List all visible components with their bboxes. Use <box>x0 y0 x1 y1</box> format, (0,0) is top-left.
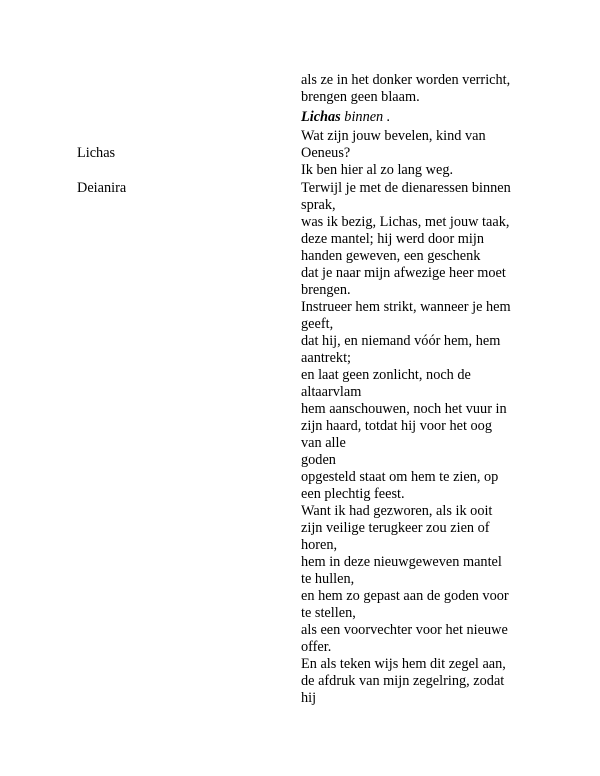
verse-line: zijn veilige terugkeer zou zien of <box>301 520 490 536</box>
verse-line: geeft, <box>301 316 334 332</box>
verse-line: handen geweven, een geschenk <box>301 248 481 264</box>
verse-line: als een voorvechter voor het nieuwe <box>301 622 508 638</box>
verse-line: zijn haard, totdat hij voor het oog <box>301 418 492 434</box>
stage-direction-name: Lichas <box>301 109 341 125</box>
verse-line: te stellen, <box>301 605 356 621</box>
verse-line: brengen. <box>301 282 351 298</box>
speaker-name: Deianira <box>77 180 127 196</box>
verse-line: dat je naar mijn afwezige heer moet <box>301 265 506 281</box>
verse-line: Wat zijn jouw bevelen, kind van <box>301 128 486 144</box>
verse-line: Instrueer hem strikt, wanneer je hem <box>301 299 511 315</box>
verse-line: te hullen, <box>301 571 355 587</box>
stage-direction-action: binnen . <box>344 109 391 125</box>
verse-line: offer. <box>301 639 332 655</box>
verse-line: een plechtig feest. <box>301 486 405 502</box>
verse-line: En als teken wijs hem dit zegel aan, <box>301 656 506 672</box>
verse-line: als ze in het donker worden verricht, <box>301 72 511 88</box>
verse-line: de afdruk van mijn zegelring, zodat <box>301 673 505 689</box>
verse-line: brengen geen blaam. <box>301 89 420 105</box>
stage-direction-text <box>301 109 536 126</box>
verse-line: horen, <box>301 537 338 553</box>
verse-line: opgesteld staat om hem te zien, op <box>301 469 499 485</box>
verse-line: Terwijl je met de dienaressen binnen <box>301 180 511 196</box>
verse-line: hij <box>301 690 317 706</box>
verse-line: dat hij, en niemand vóór hem, hem <box>301 333 501 349</box>
verse-line: van alle <box>301 435 346 451</box>
verse-line: hem aanschouwen, noch het vuur in <box>301 401 507 417</box>
verse-line: en laat geen zonlicht, noch de <box>301 367 471 383</box>
verse-text <box>301 128 536 179</box>
verse-line: Want ik had gezworen, als ik ooit <box>301 503 493 519</box>
verse-line: sprak, <box>301 197 336 213</box>
verse-line: aantrekt; <box>301 350 352 366</box>
verse-line: altaarvlam <box>301 384 362 400</box>
verse-line: Oeneus? <box>301 145 351 161</box>
verse-line: was ik bezig, Lichas, met jouw taak, <box>301 214 510 230</box>
verse-text <box>301 180 536 707</box>
verse-line: goden <box>301 452 336 468</box>
speaker-name: Lichas <box>77 145 116 161</box>
verse-line: en hem zo gepast aan de goden voor <box>301 588 509 604</box>
verse-line: Ik ben hier al zo lang weg. <box>301 162 454 178</box>
verse-text <box>301 72 536 106</box>
verse-line: hem in deze nieuwgeweven mantel <box>301 554 502 570</box>
verse-line: deze mantel; hij werd door mijn <box>301 231 485 247</box>
